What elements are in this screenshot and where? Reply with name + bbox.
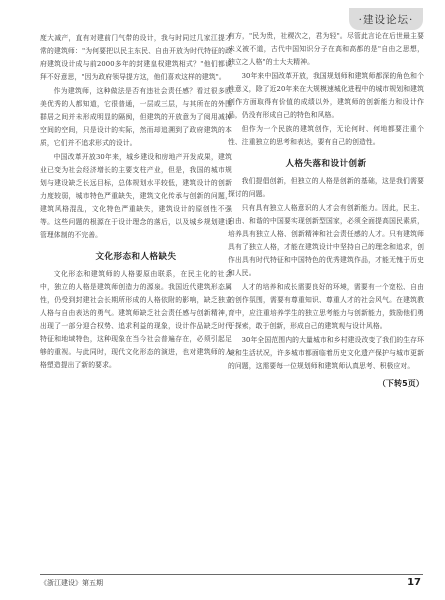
right-paragraph-4: 我们提倡创新，但独立的人格是创新的基础，这是我们需要探讨的问题。 <box>228 177 424 198</box>
section-heading-culture: 文化形态和人格缺失 <box>95 252 177 262</box>
right-column <box>228 10 424 390</box>
continued-note: （下转5页） <box>377 379 424 388</box>
left-paragraph-2: 作为建筑师，这种做法是否有违社会责任感？看过很多欧美优秀的人都知道，它很普通，一层或三层，与其所在的外围群居之间并未形成明显的隔阂，但建筑的开放意为了阅用减掉空间的空间，只是设计的实际，然而却追溯到了政府建筑的本质，它们并不追求形式的设计。 <box>40 87 232 147</box>
right-paragraph-2: 30年来中国改革开放，我国规划师和建筑师都深的角色和个性意义，除了近20年来在大规模速城化进程中的城市规划和建筑创作方面取得有价值的成绩以外，建筑师的创新能力和设计作品，仍没有形成自己的特色和风格。 <box>228 72 424 119</box>
section-tag: ·建设论坛· <box>349 8 423 30</box>
journal-footer: 《浙江建设》第五期 <box>40 579 103 587</box>
right-paragraph-5: 只有具有独立人格意识的人才会有创新能力。因此，民主、自由、和谐的中国要实现创新型国家，必须全面提高国民素质，培养具有独立人格、创新精神和社会责任感的人才。只有建筑师具有了独立人格，才能在建筑设计中坚持自己的理念和追求，创作出具有时代特征和中国特色的优秀建筑作品，才能无愧于历史和人民。 <box>228 204 424 277</box>
left-paragraph-1: 度大减产，直有对建前门气带的设计，我与时同过几家江提才常的建筑师："为何要把以民主东民、自由开放为时代特征的政府建筑设计成与前2000多年的封建皇权建筑相式？"他们都说拜不好意思，"因为政府领导提方这，他们喜欢这样的建筑"。 <box>40 34 232 81</box>
right-paragraph-6: 人才的培养和成长需要良好的环境，需要有一个宽松、自由的创作氛围，需要有尊重知识、尊重人才的社会风气。在建筑教育中，应注重培养学生的独立思考能力与创新能力，鼓励他们勇于探索，敢于创新，形成自己的建筑观与设计风格。 <box>228 283 424 330</box>
left-paragraph-4: 文化形态和建筑师的人格要原由联系，在民主化的社会中，独立的人格是建筑师创造力的源泉。我国近代建筑形态属性，仍受到封建社会长期所形成的人格依附的影响，缺乏独立人格与自由表达的勇气。建筑师缺乏社会责任感与创新精神，出现了一部分迎合权势、追求利益的现象，设计作品缺乏时代特征和地域特色，这种现象在当今社会普遍存在，必须引起足够的重视。与此同时，现代文化形态的演进，也对建筑师的人格塑造提出了新的要求。 <box>40 270 232 369</box>
footer-rule <box>40 574 423 575</box>
right-paragraph-1: 有方，"民为贵，社稷次之，君为轻"。尽管此言论在后世最主要未义被不道，古代中国知识分子在高和高都的是"自由之思想，独立之人格"的士大夫精神。 <box>228 32 424 66</box>
right-paragraph-7: 30年全国范围内的大量城市和乡村建设改变了我们的生存环境和生活状况，许多城市都面临着历史文化遗产保护与城市更新的问题，这需要每一位规划师和建筑师认真思考、积极应对。 <box>228 336 424 370</box>
page-number: 17 <box>407 577 421 588</box>
right-paragraph-3: 但作为一个民族的建筑创作，无论何时、何地都要注重个性、注重独立的思考和表达，要有自己的创造性。 <box>228 125 424 146</box>
left-paragraph-3: 中国改革开放30年来，城乡建设和房地产开发成果，建筑业已变为社会经济增长的主要支柱产业，但是，我国的城市规划与建设缺乏长远目标，总体规划水平较低，建筑设计的创新力度较弱，城市特色严重缺失，建筑文化传承与创新的问题，建筑风格混乱，文化特色严重缺失，建筑设计的原创性不强等。这些问题的根源在于设计理念的落后，以及城乡规划建设管理体制的不完善。 <box>40 153 232 239</box>
left-column <box>40 32 232 373</box>
section-heading-innovation: 人格失落和设计创新 <box>285 159 367 169</box>
